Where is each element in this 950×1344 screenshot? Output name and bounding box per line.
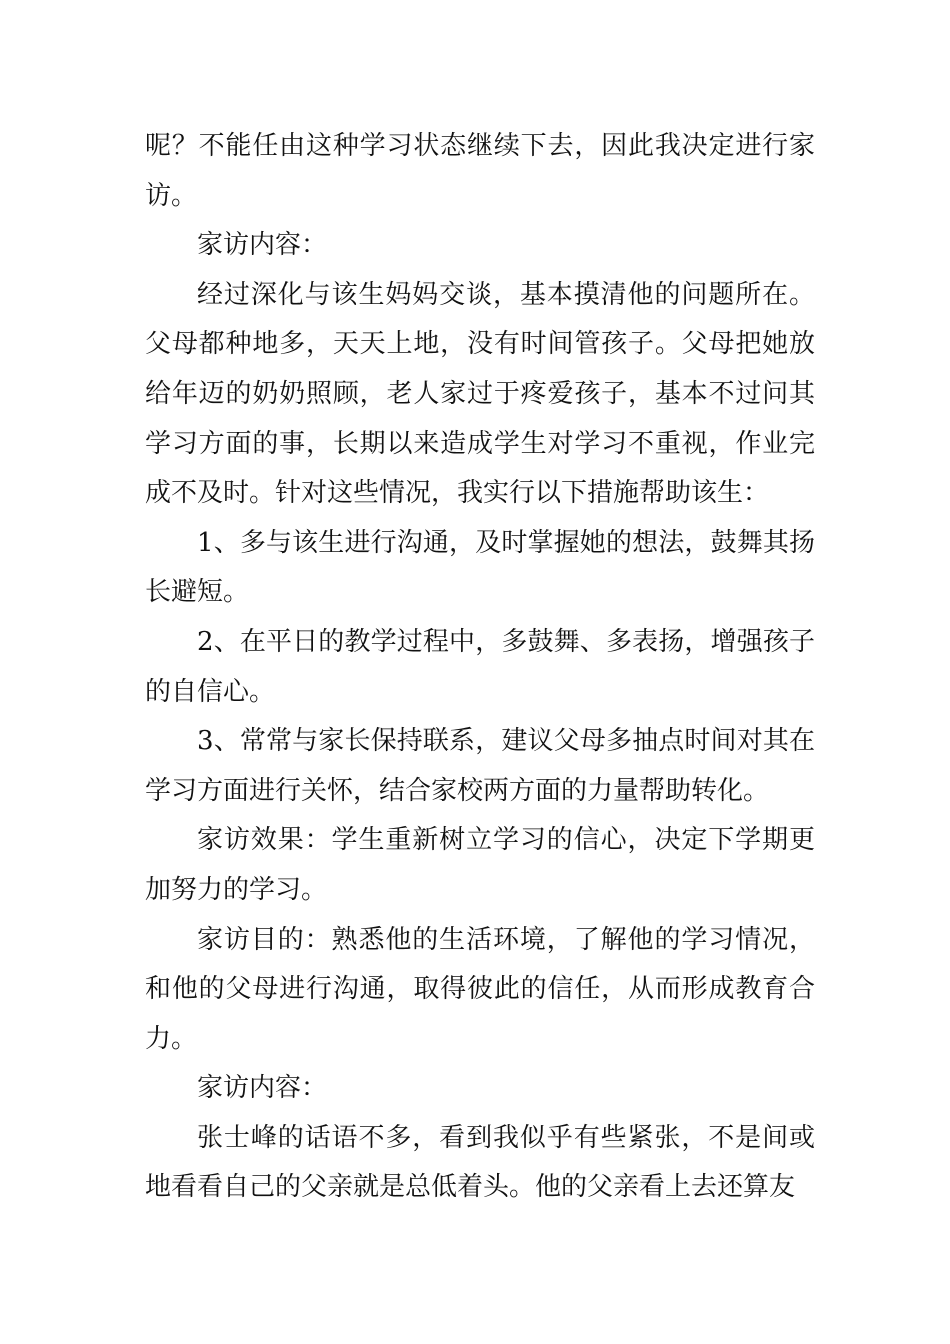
paragraph-continuation: 呢？不能任由这种学习状态继续下去，因此我决定进行家访。: [145, 131, 815, 211]
measure-item-3: 3、常常与家长保持联系，建议父母多抽点时间对其在学习方面进行关怀，结合家校两方面的力量帮助转化。: [145, 726, 815, 806]
measure-item-1: 1、多与该生进行沟通，及时掌握她的想法，鼓舞其扬长避短。: [145, 527, 815, 608]
heading-visit-content-2: 家访内容：: [197, 1073, 328, 1104]
heading-visit-content: 家访内容：: [197, 230, 328, 261]
paragraph-visit-effect: 家访效果：学生重新树立学习的信心，决定下学期更加努力的学习。: [145, 825, 815, 905]
paragraph-student-description: 张士峰的话语不多，看到我似乎有些紧张，不是间或地看看自己的父亲就是总低着头。他的父亲看上去还算友: [145, 1122, 815, 1203]
paragraph-visit-purpose: 家访目的：熟悉他的生活环境，了解他的学习情况，和他的父母进行沟通，取得彼此的信任，从而形成教育合力。: [145, 924, 815, 1054]
measure-item-2: 2、在平日的教学过程中，多鼓舞、多表扬，增强孩子的自信心。: [145, 626, 815, 707]
document-page: [145, 122, 815, 1213]
paragraph-visit-details: 经过深化与该生妈妈交谈，基本摸清他的问题所在。父母都种地多，天天上地，没有时间管孩子。父母把她放给年迈的奶奶照顾，老人家过于疼爱孩子，基本不过问其学习方面的事，长期以来造成学生对学习不重视，作业完成不及时。针对这些情况，我实行以下措施帮助该生：: [145, 279, 815, 509]
